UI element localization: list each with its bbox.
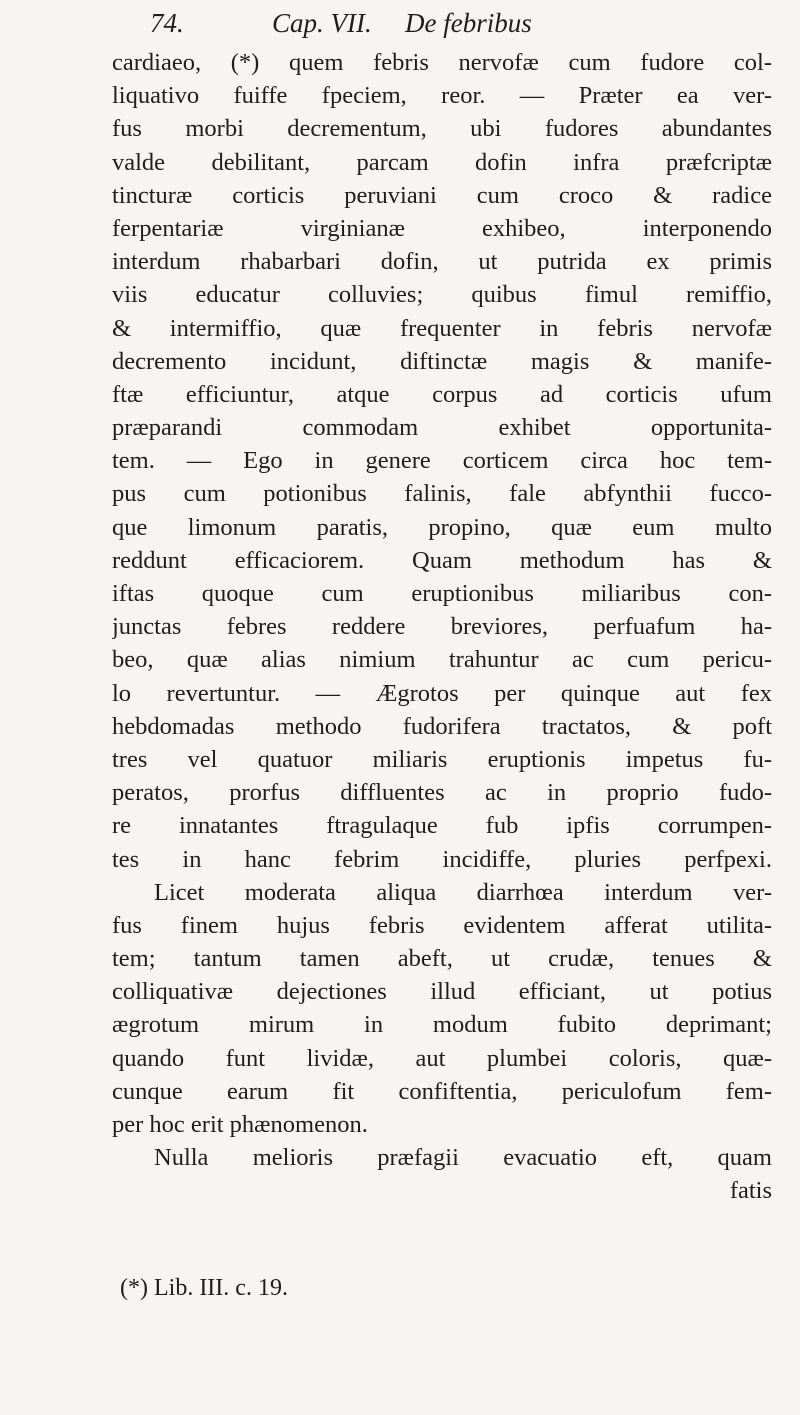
text-line: junctas febres reddere breviores, perfuafum ha- [112, 613, 772, 641]
text-line: per hoc erit phænomenon. [112, 1111, 368, 1138]
text-line: fus finem hujus febris evidentem afferat utilita- [112, 911, 772, 939]
text-line: tes in hanc febrim incidiffe, pluries perfpexi. [112, 845, 772, 873]
text-line: cardiaeo, (*) quem febris nervofæ cum fudore col- [112, 49, 772, 76]
body-text [112, 46, 772, 1208]
text-line: lo revertuntur. — Ægrotos per quinque aut fex [112, 679, 772, 707]
page-number: 74. [150, 8, 184, 38]
text-line: & intermiffio, quæ frequenter in febris nervofæ [112, 314, 772, 342]
text-line: valde debilitant, parcam dofin infra præfcriptæ [112, 148, 772, 176]
text-line: quando funt lividæ, aut plumbei coloris, quæ- [112, 1044, 772, 1072]
catchword: fatis [729, 1177, 772, 1205]
text-line: tincturæ corticis peruviani cum croco & radice [112, 181, 772, 209]
running-header [150, 8, 670, 48]
text-line: hebdomadas methodo fudorifera tractatos, & poft [112, 712, 772, 740]
text-line: re innatantes ftragulaque fub ipfis corrumpen- [112, 812, 772, 840]
text-line: ftæ efficiuntur, atque corpus ad corticis ufum [112, 380, 772, 408]
text-line: liquativo fuiffe fpeciem, reor. — Præter ea ver- [112, 82, 772, 110]
text-line: pus cum potionibus falinis, fale abfynthii fucco- [112, 480, 772, 508]
footnote: (*) Lib. III. c. 19. [120, 1275, 288, 1301]
text-line: tem. — Ego in genere corticem circa hoc tem- [112, 447, 772, 475]
text-line: viis educatur colluvies; quibus fimul remiffio, [112, 281, 772, 309]
text-line: colliquativæ dejectiones illud efficiant, ut potius [112, 978, 772, 1006]
text-line: beo, quæ alias nimium trahuntur ac cum pericu- [112, 646, 772, 674]
text-line: fus morbi decrementum, ubi fudores abundantes [112, 115, 772, 143]
chapter-label: Cap. VII. [272, 8, 372, 38]
text-line: Licet moderata aliqua diarrhœa interdum ver- [154, 878, 772, 906]
text-line: que limonum paratis, propino, quæ eum multo [112, 513, 772, 541]
text-line: tres vel quatuor miliaris eruptionis impetus fu- [112, 745, 772, 773]
text-line: cunque earum fit confiftentia, periculofum fem- [112, 1077, 772, 1105]
text-line: reddunt efficaciorem. Quam methodum has & [112, 546, 772, 574]
text-line: iftas quoque cum eruptionibus miliaribus con- [112, 580, 772, 607]
chapter-title: De febribus [405, 8, 532, 38]
text-line: ægrotum mirum in modum fubito deprimant; [112, 1011, 772, 1039]
text-line: Nulla melioris præfagii evacuatio eft, quam [154, 1144, 772, 1172]
text-line: tem; tantum tamen abeft, ut crudæ, tenues & [112, 945, 772, 973]
text-line: præparandi commodam exhibet opportunita- [112, 414, 772, 442]
text-line: interdum rhabarbari dofin, ut putrida ex primis [112, 248, 772, 276]
text-line: peratos, prorfus diffluentes ac in proprio fudo- [112, 779, 772, 807]
text-line: ferpentariæ virginianæ exhibeo, interponendo [112, 214, 772, 242]
text-line: decremento incidunt, diftinctæ magis & manife- [112, 347, 772, 375]
